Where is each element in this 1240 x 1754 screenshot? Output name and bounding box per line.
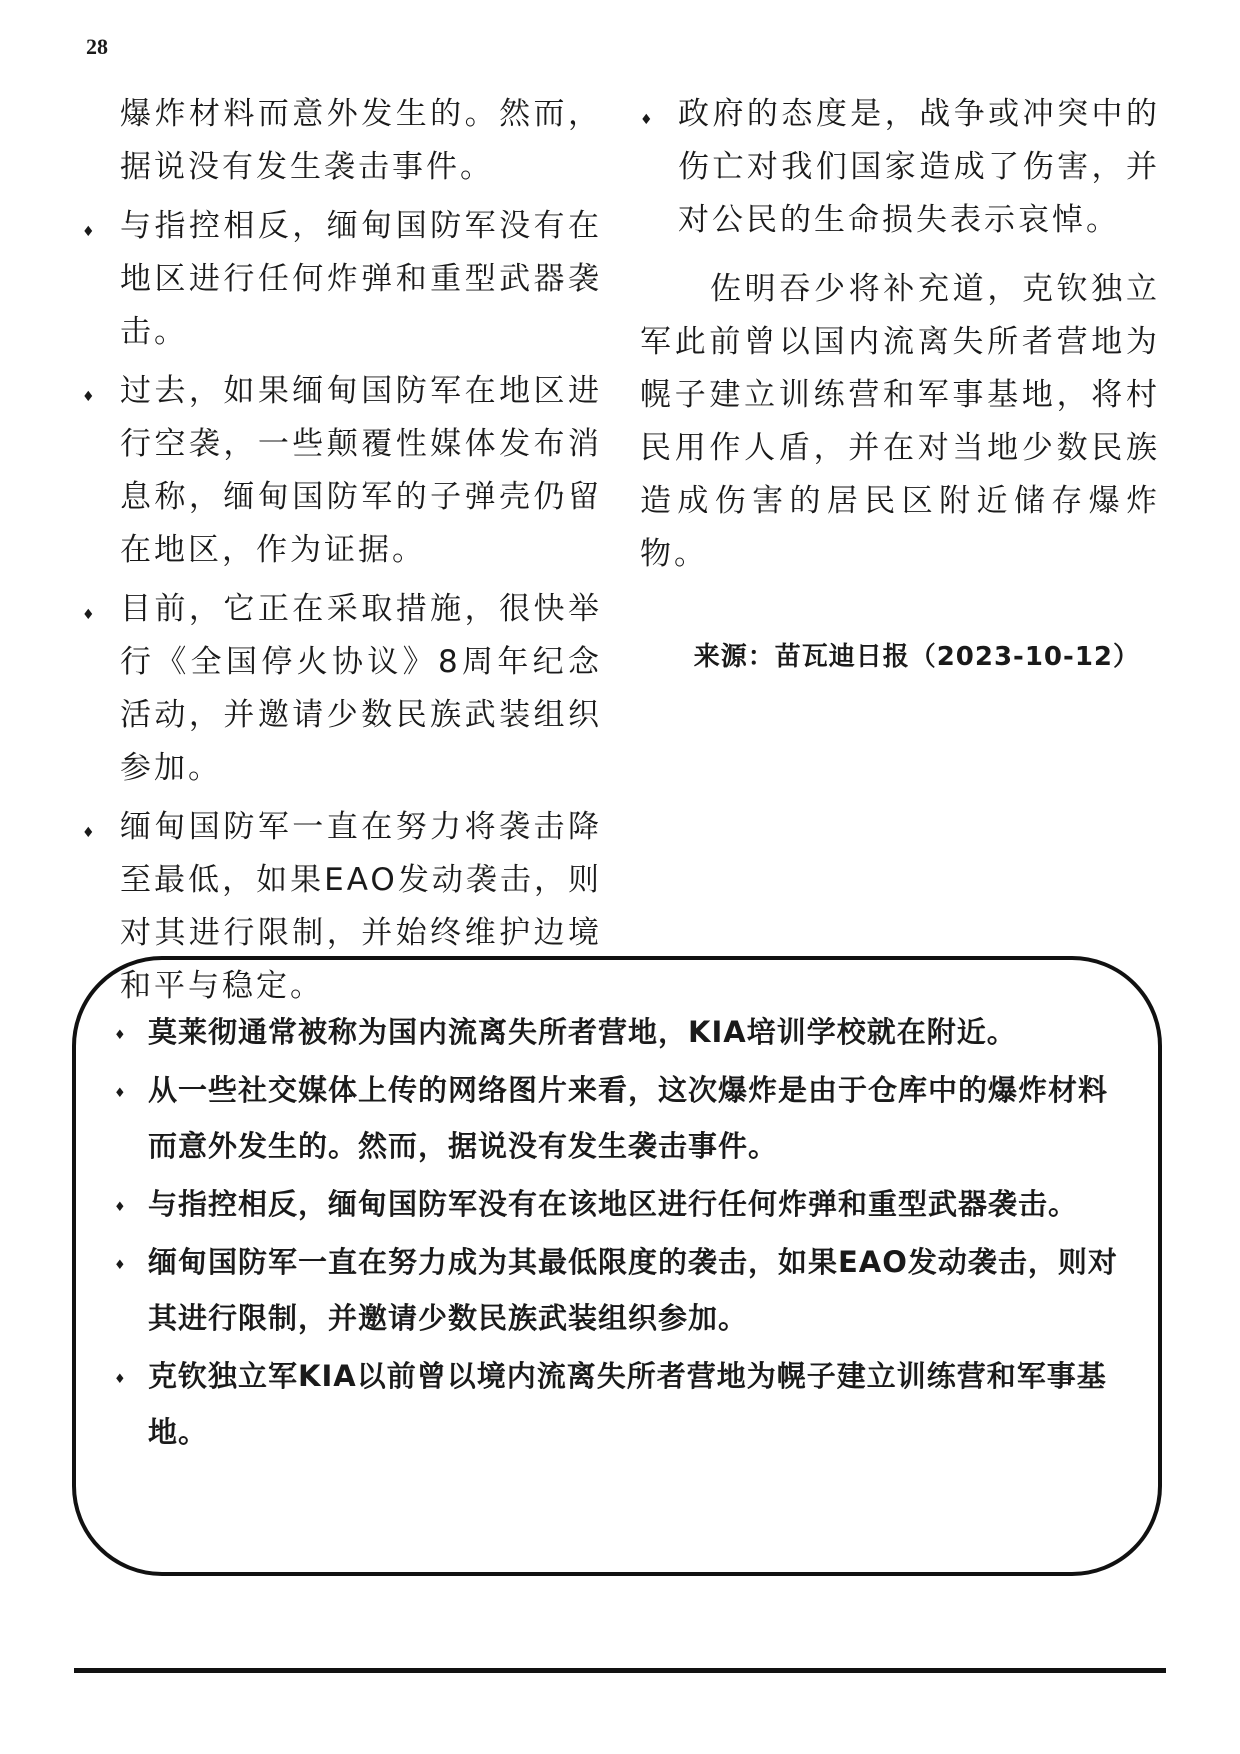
page-number: 28 [86,34,108,59]
summary-item-text: 从一些社交媒体上传的网络图片来看，这次爆炸是由于仓库中的爆炸材料而意外发生的。然而，据说没有发生袭击事件。 [148,1073,1109,1163]
list-item-text: 政府的态度是，战争或冲突中的伤亡对我们国家造成了伤害，并对公民的生命损失表示哀悼。 [678,96,1160,238]
list-item [82,583,602,795]
list-item [82,365,602,577]
diamond-bullet-icon: ♦ [114,1258,126,1273]
diamond-bullet-icon: ♦ [114,1200,126,1215]
summary-item-text: 与指控相反，缅甸国防军没有在该地区进行任何炸弹和重型武器袭击。 [148,1187,1079,1221]
diamond-bullet-icon: ♦ [114,1372,126,1387]
summary-item [114,1176,1118,1232]
left-column [82,82,602,1019]
list-item-text: 过去，如果缅甸国防军在地区进行空袭，一些颠覆性媒体发布消息称，缅甸国防军的子弹壳仍留在地区，作为证据。 [120,373,602,568]
list-item [82,200,602,359]
diamond-bullet-icon: ♦ [640,112,656,128]
list-item-text: 与指控相反，缅甸国防军没有在地区进行任何炸弹和重型武器袭击。 [120,208,602,350]
summary-item [114,1004,1118,1060]
summary-item-text: 克钦独立军KIA以前曾以境内流离失所者营地为幌子建立训练营和军事基地。 [148,1359,1107,1449]
diamond-bullet-icon: ♦ [82,607,98,623]
summary-item [114,1348,1118,1460]
source-citation: 来源：苗瓦迪日报（2023-10-12） [693,642,1140,672]
diamond-bullet-icon: ♦ [82,224,98,240]
list-item-text: 目前，它正在采取措施，很快举行《全国停火协议》8周年纪念活动，并邀请少数民族武装组织参加。 [120,591,602,786]
summary-item [114,1234,1118,1346]
diamond-bullet-icon: ♦ [114,1028,126,1043]
diamond-bullet-icon: ♦ [82,825,98,841]
list-item-text: 缅甸国防军一直在努力将袭击降至最低，如果EAO发动袭击，则对其进行限制，并始终维护边境和平与稳定。 [120,809,602,1004]
summary-item-text: 莫莱彻通常被称为国内流离失所者营地，KIA培训学校就在附近。 [148,1015,1017,1049]
continuation-text: 爆炸材料而意外发生的。然而，据说没有发生袭击事件。 [120,96,602,185]
right-column [640,82,1160,684]
summary-item-text: 缅甸国防军一直在努力成为其最低限度的袭击，如果EAO发动袭击，则对其进行限制，并邀请少数民族武装组织参加。 [148,1245,1118,1335]
list-item [640,88,1160,247]
body-paragraph: 佐明吞少将补充道，克钦独立军此前曾以国内流离失所者营地为幌子建立训练营和军事基地，将村民用作人盾，并在对当地少数民族造成伤害的居民区附近储存爆炸物。 [640,271,1160,572]
diamond-bullet-icon: ♦ [114,1086,126,1101]
summary-box [72,956,1162,1576]
diamond-bullet-icon: ♦ [82,389,98,405]
summary-item [114,1062,1118,1174]
bottom-rule [74,1668,1166,1673]
